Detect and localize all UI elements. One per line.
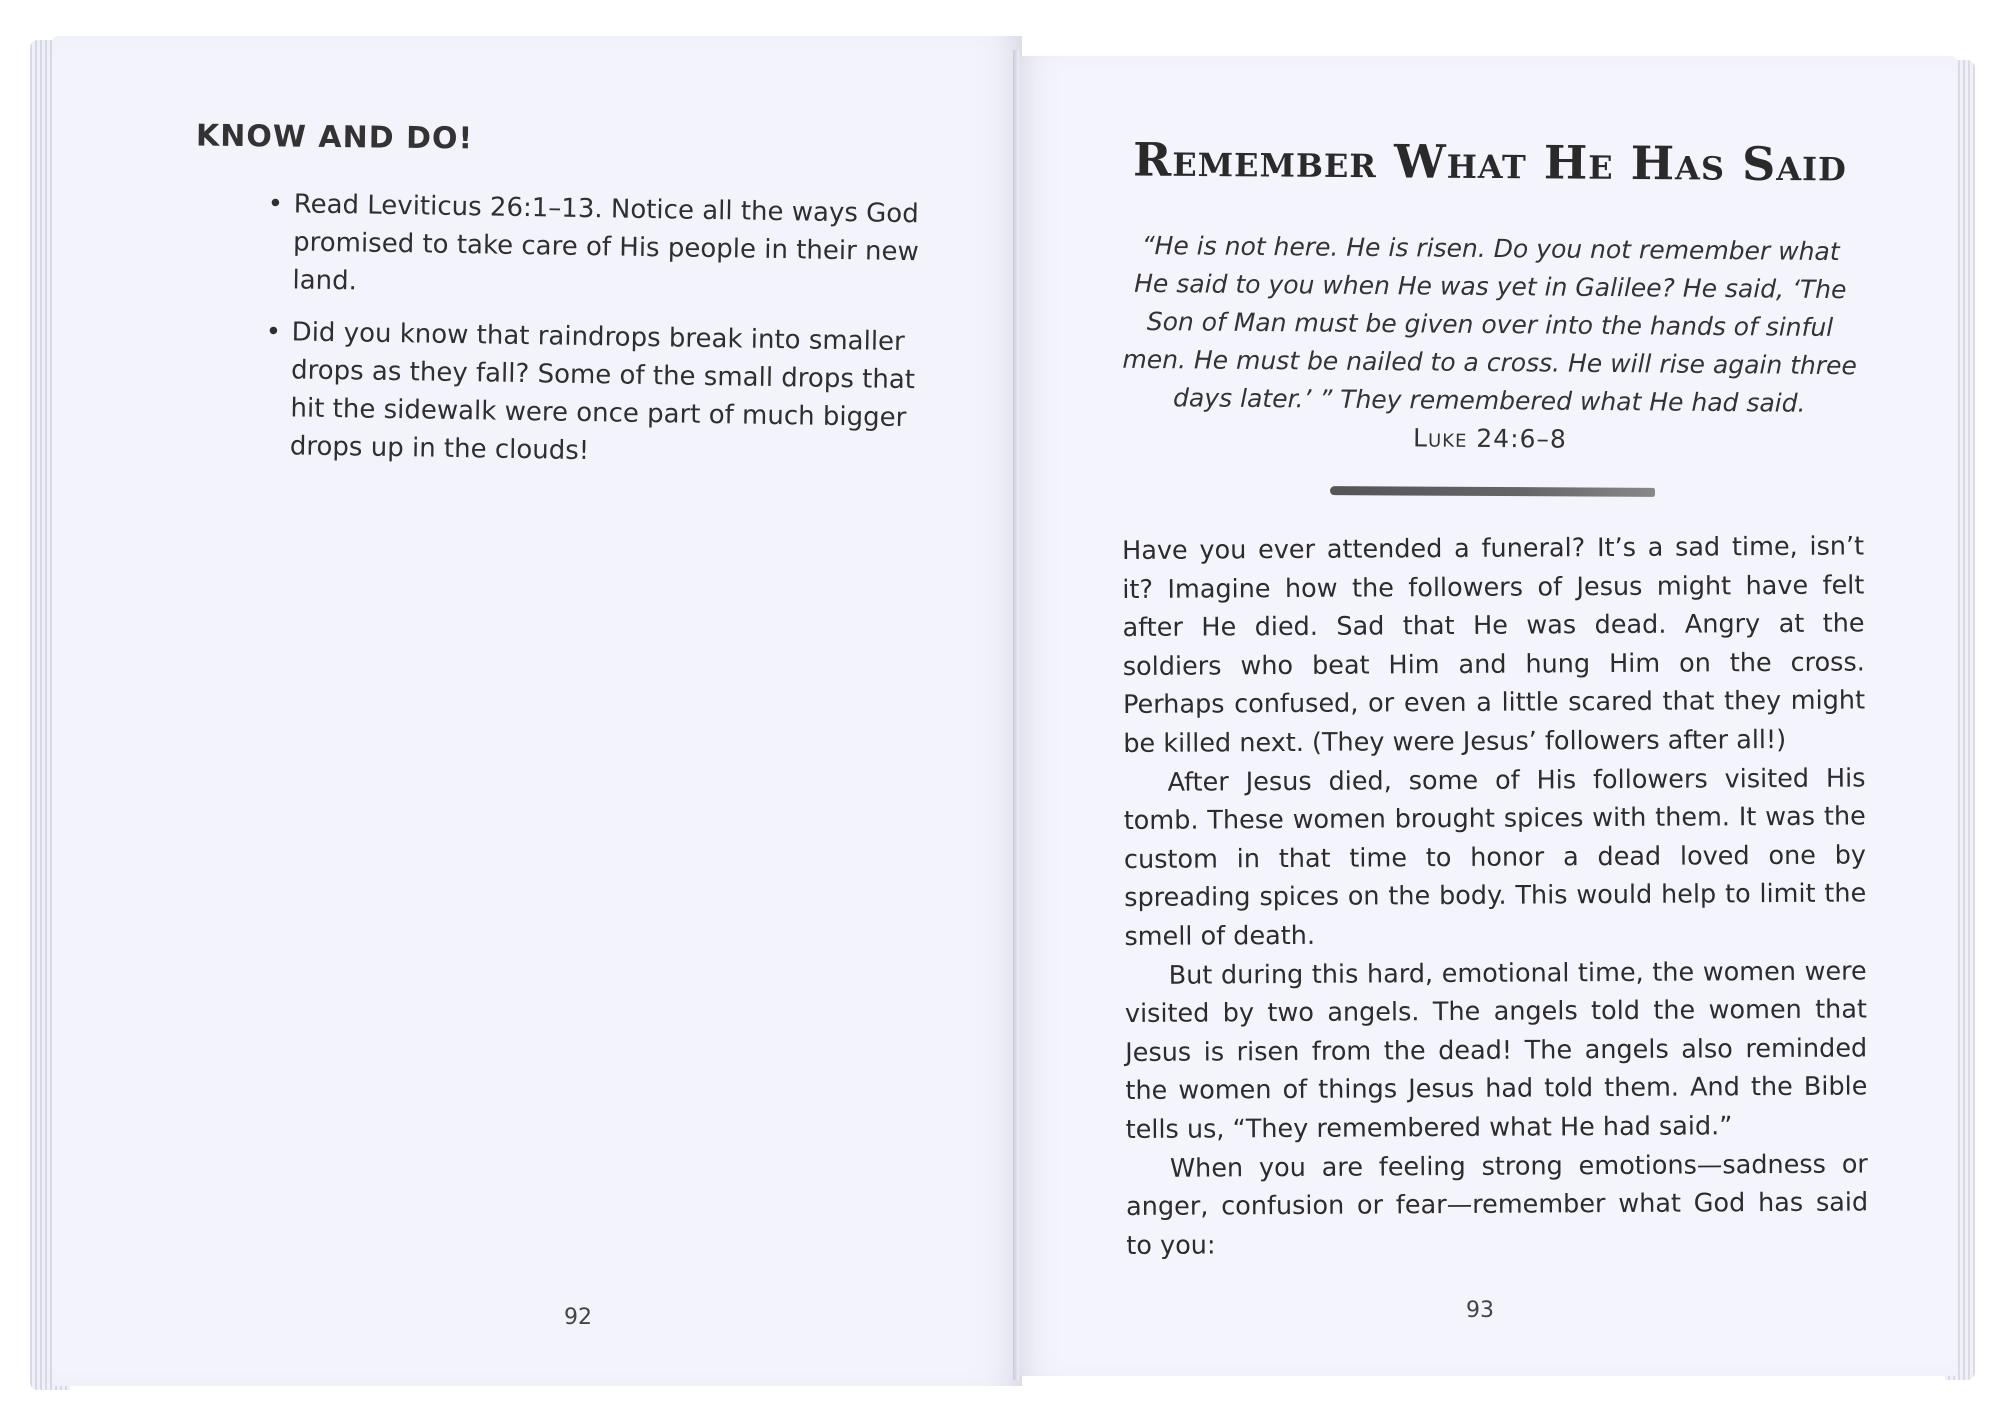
bullet-text: Read Leviticus 26:1–13. Notice all the ways God promised to take care of His people in their new land.: [292, 189, 920, 297]
page-number-right: 93: [1466, 1298, 1494, 1323]
bullet-icon: •: [265, 316, 282, 348]
list-item: [266, 185, 928, 309]
paragraph: Have you ever attended a funeral? It’s a sad time, isn’t it? Imagine how the followers of Jesus might have felt after He died. Sad that He was dead. Angry at the soldiers who beat Him and hung Him on the cross. Perhaps confused, or even a little scared that they might be killed next. (They were Jesus’ followers after all!): [1122, 531, 1866, 759]
page-title: Remember What He Has Said: [1132, 132, 1848, 192]
paragraph: After Jesus died, some of His followers visited His tomb. These women brought spices with them. It was the custom in that time to honor a dead loved one by spreading spices on the body. This would help to limit the smell of death.: [1123, 763, 1867, 952]
list-item: [264, 313, 926, 475]
paragraph: But during this hard, emotional time, the women were visited by two angels. The angels told the women that Jesus is risen from the dead! The angels also reminded the women of things Jesus had told them. And the Bible tells us, “They remembered what He had said.”: [1124, 955, 1868, 1145]
brush-divider: [1330, 486, 1655, 497]
know-and-do-heading: KNOW AND DO!: [195, 118, 474, 157]
page-number-left: 92: [564, 1305, 592, 1330]
scripture-quote: “He is not here. He is risen. Do you not remember what He said to you when He was yet in Galilee? He said, ‘The Son of Man must be given over into the hands of sinful men. He must be nailed to a cross. He will rise again three days later.’ ” They remembered what He had said.: [1122, 230, 1858, 418]
paragraph: When you are feeling strong emotions—sadness or anger, confusion or fear—remember what God has said to you:: [1126, 1148, 1869, 1261]
bullet-text: Did you know that raindrops break into smaller drops as they fall? Some of the small drops that hit the sidewalk were once part of much bigger drops up in the clouds!: [289, 317, 916, 467]
know-and-do-list: [263, 185, 928, 489]
scripture-reference: Luke 24:6–8: [1412, 423, 1568, 454]
bullet-icon: •: [267, 188, 284, 220]
body-text: [1122, 527, 1868, 1265]
book-spine: [1013, 50, 1019, 1380]
